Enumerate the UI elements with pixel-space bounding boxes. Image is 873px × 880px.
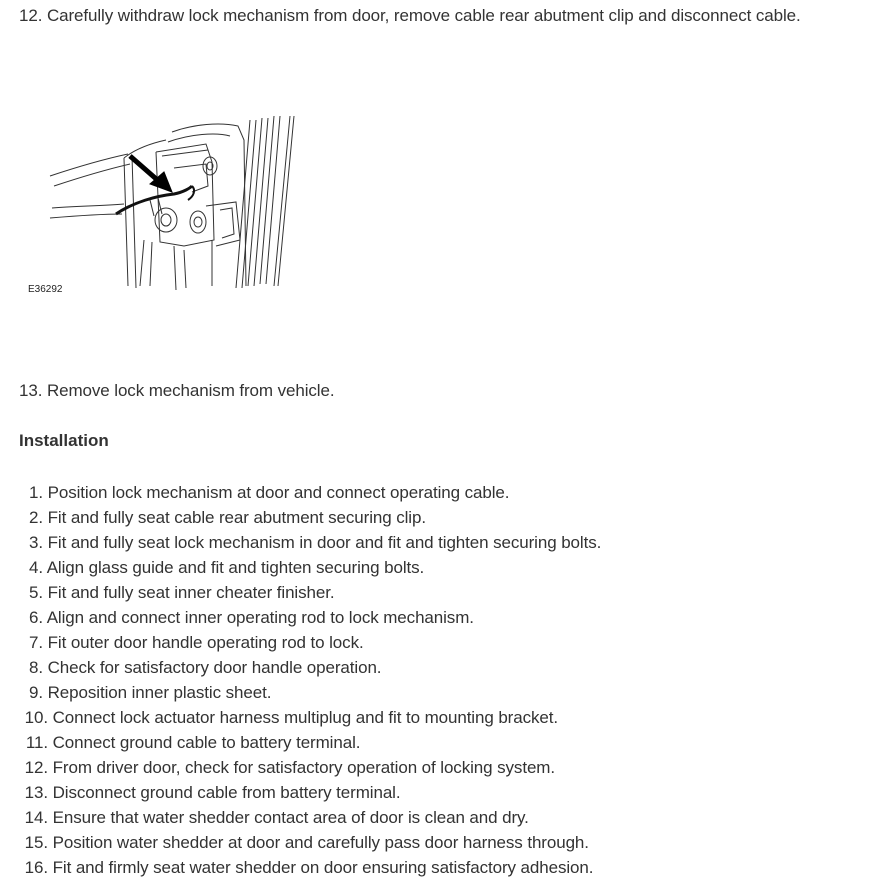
installation-step: 5. Fit and fully seat inner cheater finisher. <box>29 583 335 602</box>
installation-heading: Installation <box>19 431 109 450</box>
installation-step: 16. Fit and firmly seat water shedder on door ensuring satisfactory adhesion. <box>24 858 594 877</box>
installation-step: 2. Fit and fully seat cable rear abutment securing clip. <box>29 508 426 527</box>
installation-step: 11. Connect ground cable to battery terminal. <box>25 733 361 752</box>
installation-step: 9. Reposition inner plastic sheet. <box>29 683 272 702</box>
installation-step: 6. Align and connect inner operating rod to lock mechanism. <box>29 608 474 627</box>
installation-step: 8. Check for satisfactory door handle operation. <box>29 658 382 677</box>
installation-steps-list <box>19 480 601 880</box>
figure-label: E36292 <box>28 284 63 295</box>
installation-step: 1. Position lock mechanism at door and connect operating cable. <box>29 483 510 502</box>
removal-step-12: 12. Carefully withdraw lock mechanism from door, remove cable rear abutment clip and disconnect cable. <box>19 6 801 25</box>
installation-step: 3. Fit and fully seat lock mechanism in door and fit and tighten securing bolts. <box>29 533 602 552</box>
installation-step: 14. Ensure that water shedder contact area of door is clean and dry. <box>24 808 529 827</box>
installation-step: 12. From driver door, check for satisfactory operation of locking system. <box>24 758 555 777</box>
installation-step: 10. Connect lock actuator harness multiplug and fit to mounting bracket. <box>24 708 558 727</box>
removal-step-13: 13. Remove lock mechanism from vehicle. <box>19 381 335 400</box>
installation-step: 15. Position water shedder at door and carefully pass door harness through. <box>24 833 589 852</box>
installation-step: 13. Disconnect ground cable from battery terminal. <box>24 783 401 802</box>
installation-step: 4. Align glass guide and fit and tighten securing bolts. <box>29 558 425 577</box>
installation-step: 7. Fit outer door handle operating rod to lock. <box>29 633 364 652</box>
door-lock-cable-diagram <box>24 110 314 305</box>
